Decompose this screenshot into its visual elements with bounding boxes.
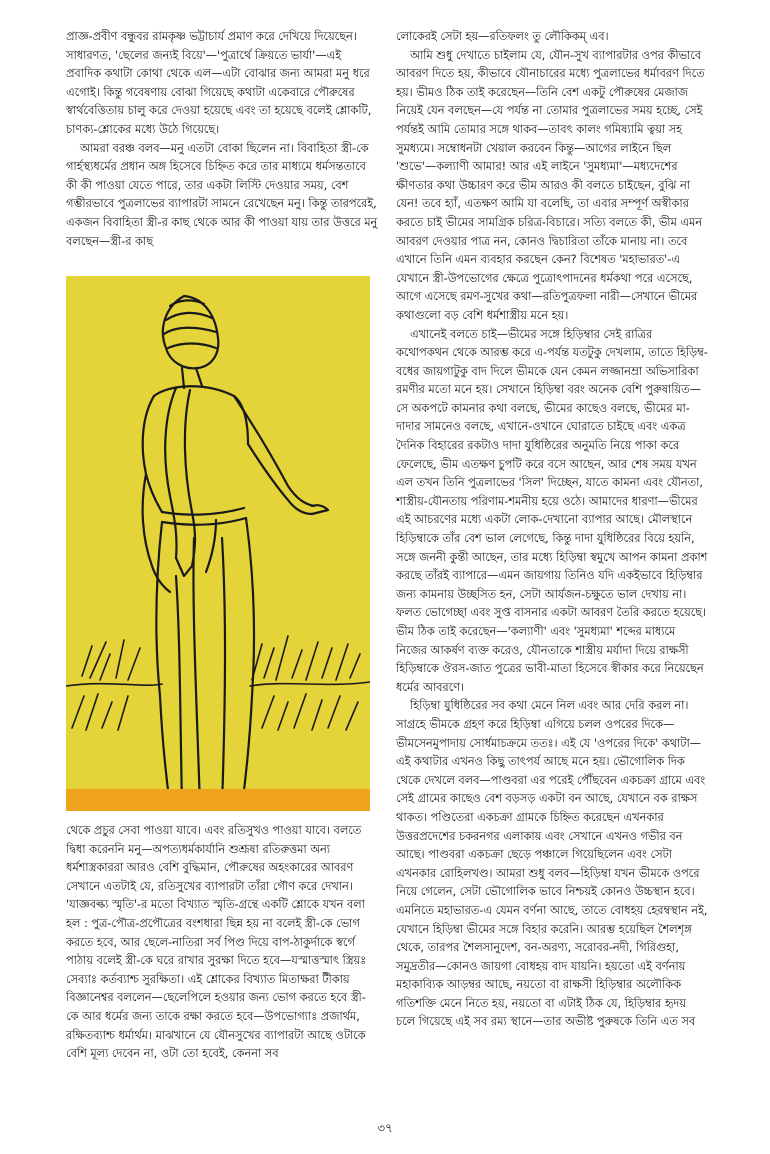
page-number: ৩৭	[377, 1121, 393, 1135]
paragraph: আমরা বরঞ্চ বলব—মনু এতটা বোকা ছিলেন না। বিবাহিতা স্ত্রী-কে গার্হস্থ্যধর্মের প্রধান অঙ্গ হিসেবে চিহ্নিত করে তার মাধ্যমে ধর্মসন্ততাবে কী কী পাওয়া যেতে পারে, তার একটা লিস্টি দেওয়ার সময়, বেশ গম্ভীরভাবে পুত্রলাভের ব্যাপারটা সামনে রেখেছেন মনু। কিন্তু তারপরেই, একজন বিবাহিতা স্ত্রী-র কাছ থেকে আর কী পাওয়া যায় তার উত্তরে মনু বলছেন—স্ত্রী-র কাছ	[66, 141, 378, 248]
figure-illustration	[66, 276, 370, 811]
paragraph: এখানেই বলতে চাই—ভীমের সঙ্গে হিড়িম্বার সেই রাত্রির কথোপকথন থেকে আরম্ভ করে এ-পর্যন্ত যতটুকু দেখলাম, তাতে হিড়িম্ব-বধের জায়গাটুকু বাদ দিলে ভীমকে যেন কেমন লজ্জানম্রা অভিসারিকা রমণীর মতো মনে হয়। সেখানে হিড়িম্বা বরং অনেক বেশি পুরুষায়িত—সে অকপটে কামনার কথা বলছে, ভীমের কাছেও বলছে, ভীমের মা-দাদার সামনেও বলছে, এখানে-ওখানে ঘোরাতে চাইছে এবং একত্র দৈনিক বিহারের রকটাও দাদা যুধিষ্ঠিরের অনুমতি নিয়ে পাকা করে ফেলেছে, ভীম এতক্ষণ চুপটি করে বসে আছেন, আর শেষ সময় যখন এল তখন তিনি পুত্রলাভের 'সিল' দিচ্ছেন, যাতে কামনা এবং যৌনতা, শাস্ত্রীয়-যৌনতায় পরিণাম-শমনীয় হয়ে ওঠে। আমাদের ধারণা—ভীমের এই আচরণের মধ্যে একটা লোক-দেখানো ব্যাপার আছে। মৌলস্থানে হিড়িম্বাকে তাঁর বেশ ভাল লেগেছে, কিন্তু দাদা যুধিষ্ঠিরের বিয়ে হয়নি, সঙ্গে জননী কুন্তী আছেন, তার মধ্যে হিড়িম্বা স্বমুখে আপন কামনা প্রকাশ করছে তাঁরই ব্যাপারে—এমন জায়গায় তিনিও যদি একইভাবে হিড়িম্বার জন্য কামনায় উচ্ছসিত হন, সেটা আর্যজন-চক্ষুতে ভাল দেখায় না। ফলত ভোগেচ্ছা এবং সুপ্ত বাসনার একটা আবরণ তৈরি করতে হয়েছে। ভীম ঠিক তাই করেছেন—'কল্যাণী' এবং 'সুমধ্যমা' শব্দের মাধ্যমে নিজের আকর্ষণ ব্যক্ত করেও, যৌনতাকে শাস্ত্রীয় মর্যাদা দিয়ে রাক্ষসী হিড়িম্বাকে ঔরস-জাত পুত্রের ভাবী-মাতা হিসেবে স্বীকার করে নিয়েছেন ধর্মের আবরণে।	[396, 327, 708, 694]
paragraph: লোকেরই সেটা হয়—রতিফলং তু লৌকিকম্‌ এব।	[396, 30, 609, 43]
left-column-bottom	[66, 822, 378, 1064]
paragraph: আমি শুধু দেখাতে চাইলাম যে, যৌন-সুখ ব্যাপারটার ওপর কীভাবে আবরণ দিতে হয়, কীভাবে যৌনাচারের মধ্যে পুত্রলাভের ধর্মাবরণ দিতে হয়। ভীমও ঠিক তাই করেছেন—তিনি বেশ একটু পৌরুষের মেজাজ নিয়েই যেন বলছেন—যে পর্যন্ত না তোমার পুত্রলাভের সময় হচ্ছে, সেই পর্যন্তই আমি তোমার সঙ্গে থাকব—তাবৎ কালং গমিষ্যামি ত্বয়া সহ সুমধ্যমে। সম্বোধনটা খেয়াল করবেন কিন্তু—আগের লাইনে ছিল 'শুভে'—কল্যাণী আমার! আর এই লাইনে 'সুমধ্যমা'—মধ্যদেশের ক্ষীণতার কথা উচ্চারণ করে ভীম আরও কী বলতে চাইছেন, বুঝি না যেন! তবে হ্যাঁ, এতক্ষণ আমি যা বলেছি, তা এবার সম্পূর্ণ অস্বীকার করতে চাই ভীমের সামগ্রিক চরিত্র-বিচারে। সত্যি বলতে কী, ভীম এমন আবরণ দেওয়ার পাত্র নন, কোনও দ্বিচারিতা তাঁকে মানায় না। তবে এখানে তিনি এমন ব্যবহার করছেন কেন? বিশেষত 'মহাভারত'-এ যেখানে স্ত্রী-উপভোগের ক্ষেত্রে পুত্রোৎপাদনের ধর্মকথা পরে এসেছে, আগে এসেছে রমণ-সুখের কথা—রতিপুত্রফলা নারী—সেখানে ভীমের কথাগুলো বড় বেশি ধর্মশাস্ত্রীয় মনে হয়।	[396, 48, 705, 322]
left-column-top	[66, 28, 378, 251]
paragraph: প্রাজ্ঞ-প্রবীণ বন্ধুবর রামকৃষ্ণ ভট্টাচার্য প্রমাণ করে দেখিয়ে দিয়েছেন। সাধারণত, 'ছেলের জন্যই বিয়ে'—'পুত্রার্থে ক্রিয়তে ভার্যা'—এই প্রবাদিক কথাটা কোথা থেকে এল—এটা বোঝার জন্য আমরা মনু ধরে এগোই। কিন্তু গবেষণায় বোঝা গিয়েছে কথাটা একেবারে পৌরুষের স্বার্থবেত্তিতায় চালু করে দেওয়া হয়েছে এবং তা হয়েছে বলেই শ্লোকটি, চাণক্য-শ্লোকের মধ্যে উঠে গিয়েছে।	[66, 30, 372, 136]
paragraph: হিড়িম্বা যুধিষ্ঠিরের সব কথা মেনে নিল এবং আর দেরি করল না। সাগ্রহে ভীমকে গ্রহণ করে হিড়িম্বা এগিয়ে চলল ওপরের দিকে—ভীমসেনমুপাদায় সোর্ধমাচক্রমে ততঃ। এই যে 'ওপরের দিকে' কথাটা—এই কথাটার এখনও কিছু তাৎপর্য আছে মনে হয়। ভৌগোলিক দিক থেকে দেখলে বলব—পাণ্ডবরা এর পরেই পৌঁছবেন একচক্রা গ্রামে এবং সেই গ্রামের কাছেও বেশ বড়সড় একটা বন আছে, যেখানে বক রাক্ষস থাকত। পণ্ডিতেরা একচক্রা গ্রামকে চিহ্নিত করেছেন এখনকার উত্তরপ্রদেশের চকরনগর এলাকায় এবং সেখানে এখনও গভীর বন আছে। পাণ্ডবরা একচক্রা ছেড়ে পঞ্চালে গিয়েছিলেন এবং সেটা এখনকার রোহিলখণ্ড। আমরা শুধু বলব—হিড়িম্বা যখন ভীমকে ওপরে নিয়ে গেলেন, সেটা ভৌগোলিক ভাবে নিশ্চয়ই কোনও উচ্চস্থান হবে। এমনিতে মহাভারত-এ যেমন বর্ণনা আছে, তাতে বোধহয় হেরম্বস্থান নই, যেখানে হিড়িম্বা ভীমের সঙ্গে বিহার করেনি। আরম্ভ হয়েছিল শৈলশৃঙ্গ থেকে, তারপর শৈলসানুদেশ, বন-অরণ্য, সরোবর-নদী, গিরিগুহা, সমুদ্রতীর—কোনও জায়গা বোধহয় বাদ যায়নি। হয়তো এই বর্ণনায় মহাকাব্যিক আড়ম্বর আছে, নয়তো বা রাক্ষসী হিড়িম্বার অলৌকিক গতিশক্তি মেনে নিতে হয়, নয়তো বা এটাই ঠিক যে, হিড়িম্বার হৃদয় চলে গিয়েছে এই সব রম্য স্থানে—তার অভীষ্ট পুরুষকে তিনি এত সব	[396, 699, 708, 1029]
illustration-bottom-band	[66, 789, 370, 811]
paragraph: থেকে প্রচুর সেবা পাওয়া যাবে। এবং রতিসুখও পাওয়া যাবে। বলতে দ্বিধা করেননি মনু—অপত্যধর্মকার্যানি শুশ্রূষা রতিরুত্তমা অন্য ধর্মশাস্ত্রকাররা আরও বেশি বুদ্ধিমান, পৌরুষের অহংকারের আবরণ সেখানে এতটাই যে, রতিসুখের ব্যাপারটা তাঁরা গৌণ করে দেখান। 'যাজ্ঞবল্ক্য স্মৃতি'-র মতো বিখ্যাত স্মৃতি-গ্রন্থে একটি শ্লোকে যখন বলা হল : পুত্র-পৌত্র-প্রপৌত্রের বংশধারা ছিন্ন হয় না বলেই স্ত্রী-কে ভোগ করতে হবে, আর ছেলে-নাতিরা সর্ব পিণ্ড দিয়ে বাপ-ঠাকুর্দাকে স্বর্গে পাঠায় বলেই স্ত্রী-কে ঘরে রাখার সুরক্ষা দিতে হবে—যস্মাত্তস্মাৎ স্ত্রিয়ঃ সেব্যাঃ কর্তব্যাশ্চ সুরক্ষিতা। এই শ্লোকের বিখ্যাত মিতাক্ষরা টীকায় বিজ্ঞানেশ্বর বললেন—ছেলেপিলে হওয়ার জন্য ভোগ করতে হবে স্ত্রী-কে আর ধর্মের জন্য তাকে রক্ষা করতে হবে—উপভোগ্যাঃ প্রজার্থম, রক্ষিতব্যাশ্চ ধর্মার্থম। মাঝখানে যে যৌনসুখের ব্যাপারটা আছে ওটাকে বেশি মূল্য দেবেন না, ওটা তো হবেই, কেননা সব	[66, 824, 367, 1061]
right-column	[396, 28, 708, 1032]
figure-drawing	[66, 276, 370, 811]
